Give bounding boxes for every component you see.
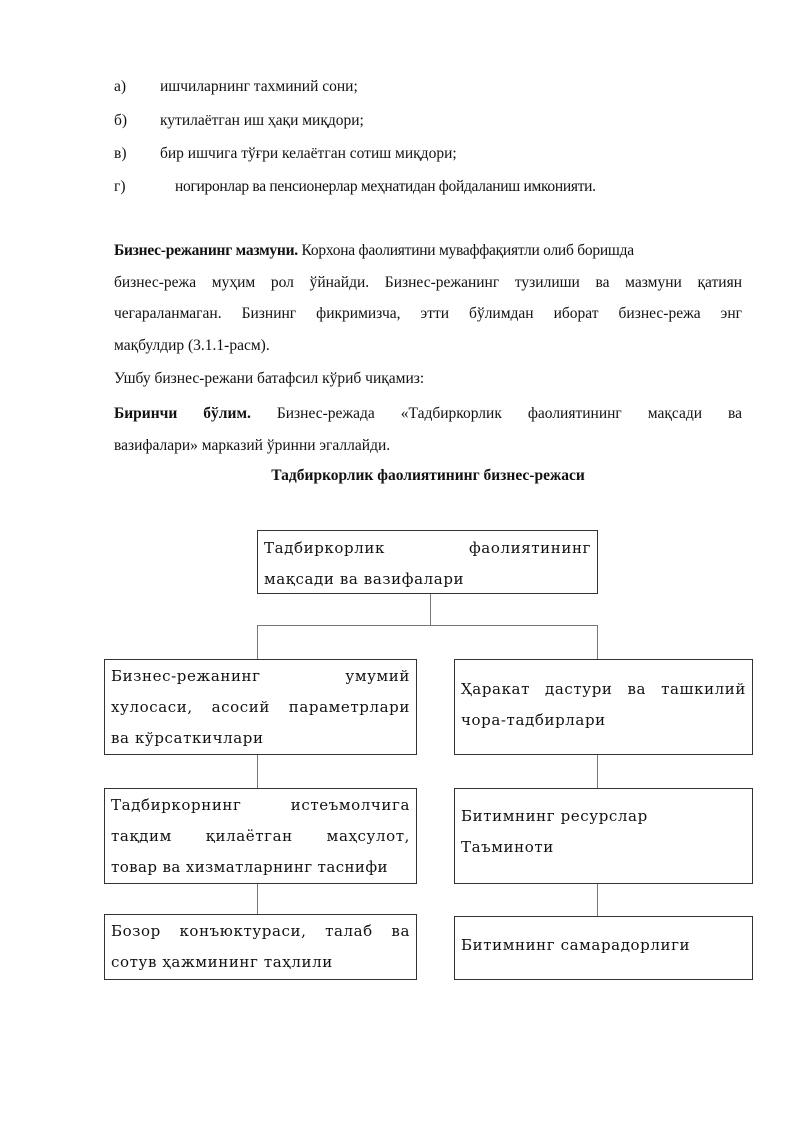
box-line: Тадбиркорлик фаолиятининг (264, 539, 591, 557)
paragraph-line: бизнес-режа муҳим рол ўйнайди. Бизнес-режанинг тузилиши ва мазмуни қатиян (114, 273, 742, 291)
box-line: Битимнинг ресурслар (461, 807, 648, 825)
diagram-box-resources (454, 788, 753, 884)
box-line: сотув ҳажмининг таҳлили (111, 953, 333, 971)
box-line: Тадбиркорнинг истеъмолчига (111, 796, 410, 814)
box-line: мақсади ва вазифалари (264, 570, 465, 588)
box-line: Бизнес-режанинг умумий (111, 667, 410, 685)
box-line: Таъминоти (461, 838, 554, 856)
connector (257, 625, 598, 626)
paragraph-line: Бизнес-режанинг мазмуни. Корхона фаолиятини муваффақиятли олиб боришда (114, 242, 634, 259)
list-text: ногиронлар ва пенсионерлар меҳнатидан фойдаланиш имконияти. (175, 178, 596, 195)
paragraph-line: чегараланмаган. Бизнинг фикримизча, этти бўлимдан иборат бизнес-режа энг (114, 305, 742, 322)
box-line: Бозор конъюктураси, талаб ва (111, 922, 410, 940)
list-marker: а) (114, 78, 127, 95)
box-line: тақдим қилаётган маҳсулот, (111, 827, 410, 845)
box-line: Битимнинг самарадорлиги (461, 936, 691, 954)
box-line: Ҳаракат дастури ва ташкилий (461, 680, 746, 698)
box-line: товар ва хизматларнинг таснифи (111, 858, 388, 876)
paragraph-line: Биринчи бўлим. Бизнес-режада «Тадбиркорлик фаолиятининг мақсади ва (114, 405, 742, 422)
connector (597, 884, 598, 916)
diagram-root-box (257, 530, 598, 594)
diagram-title: Тадбиркорлик фаолиятининг бизнес-режаси (271, 467, 585, 484)
connector (597, 755, 598, 789)
paragraph-heading: Биринчи бўлим. (114, 405, 251, 422)
connector (597, 625, 598, 660)
list-text: бир ишчига тўғри келаётган сотиш миқдори; (160, 145, 457, 162)
list-text: кутилаётган иш ҳақи миқдори; (160, 112, 364, 129)
diagram-box-market (104, 914, 417, 980)
box-line: ва кўрсаткичлари (111, 729, 264, 747)
box-line: хулосаси, асосий параметрлари (111, 698, 410, 716)
diagram-box-action-program (454, 659, 753, 755)
paragraph-content (114, 235, 742, 361)
paragraph-line: вазифалари» марказий ўринни эгаллайди. (114, 436, 391, 454)
paragraph-heading: Бизнес-режанинг мазмуни. (114, 242, 298, 259)
list-marker: б) (114, 112, 128, 129)
paragraph-line: мақбулдир (3.1.1-расм). (114, 336, 270, 354)
diagram-box-products (104, 788, 417, 884)
list-text: ишчиларнинг тахминий сони; (160, 78, 358, 95)
connector (257, 625, 258, 660)
connector (257, 884, 258, 914)
paragraph-intro (114, 367, 742, 391)
list-marker: г) (114, 178, 126, 195)
diagram-box-summary (104, 659, 417, 755)
paragraph-line: Ушбу бизнес-режани батафсил кўриб чиқамиз: (114, 370, 425, 387)
paragraph-section-one (114, 398, 742, 461)
list-marker: в) (114, 145, 127, 162)
box-line: чора-тадбирлари (461, 711, 606, 729)
connector (430, 594, 431, 626)
diagram-box-efficiency (454, 916, 753, 980)
connector (257, 755, 258, 789)
